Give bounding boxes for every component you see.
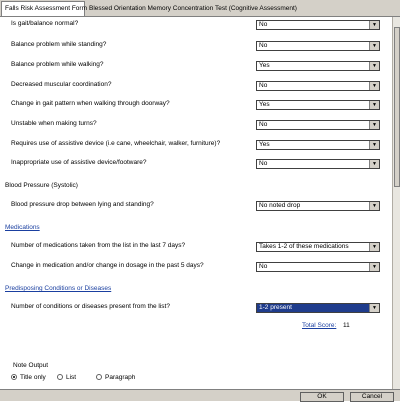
chevron-down-icon[interactable]: ▼ bbox=[369, 121, 379, 129]
chevron-down-icon[interactable]: ▼ bbox=[369, 202, 379, 210]
select-value: No noted drop bbox=[259, 202, 301, 209]
chevron-down-icon[interactable]: ▼ bbox=[369, 243, 379, 251]
total-score-value: 11 bbox=[343, 322, 350, 329]
chevron-down-icon[interactable]: ▼ bbox=[369, 141, 379, 149]
bp-drop-select[interactable] bbox=[256, 201, 380, 211]
vertical-scrollbar[interactable] bbox=[392, 17, 400, 389]
note-output-label: Note Output bbox=[13, 362, 49, 369]
tab-blessed-orientation-test[interactable]: Blessed Orientation Memory Concentration Test (Cognitive Assessment) bbox=[89, 5, 297, 12]
radio-label: Paragraph bbox=[105, 374, 136, 381]
chevron-down-icon[interactable]: ▼ bbox=[369, 263, 379, 271]
question-unstable-turns-label: Unstable when making turns? bbox=[11, 120, 97, 127]
gait-doorway-select[interactable] bbox=[256, 100, 380, 110]
radio-unselected-icon[interactable] bbox=[57, 374, 63, 380]
question-medication-count-label: Number of medications taken from the list in the last 7 days? bbox=[11, 242, 186, 249]
chevron-down-icon[interactable]: ▼ bbox=[369, 62, 379, 70]
chevron-down-icon[interactable]: ▼ bbox=[369, 42, 379, 50]
total-score-label[interactable]: Total Score: bbox=[302, 322, 337, 329]
chevron-down-icon[interactable]: ▼ bbox=[369, 101, 379, 109]
cancel-button[interactable]: Cancel bbox=[350, 392, 394, 402]
radio-list[interactable] bbox=[57, 374, 76, 381]
muscular-coordination-select[interactable] bbox=[256, 81, 380, 91]
radio-label: List bbox=[66, 374, 77, 381]
tab-bar bbox=[0, 0, 400, 17]
radio-title-only[interactable] bbox=[11, 374, 46, 381]
gait-balance-select[interactable] bbox=[256, 20, 380, 30]
scrollbar-thumb[interactable] bbox=[394, 27, 400, 187]
balance-walking-select[interactable] bbox=[256, 61, 380, 71]
inappropriate-device-select[interactable] bbox=[256, 159, 380, 169]
select-value: No bbox=[259, 82, 268, 89]
chevron-down-icon[interactable]: ▼ bbox=[369, 82, 379, 90]
radio-paragraph[interactable] bbox=[96, 374, 135, 381]
radio-label: Title only bbox=[20, 374, 46, 381]
question-balance-walking-label: Balance problem while walking? bbox=[11, 61, 104, 68]
section-medications-link[interactable]: Medications bbox=[5, 224, 40, 231]
unstable-turns-select[interactable] bbox=[256, 120, 380, 130]
chevron-down-icon[interactable]: ▼ bbox=[369, 160, 379, 168]
assistive-device-select[interactable] bbox=[256, 140, 380, 150]
medication-change-select[interactable] bbox=[256, 262, 380, 272]
select-value: Yes bbox=[259, 101, 270, 108]
radio-selected-icon[interactable] bbox=[11, 374, 17, 380]
select-value: No bbox=[259, 121, 268, 128]
question-gait-doorway-label: Change in gait pattern when walking through doorway? bbox=[11, 100, 170, 107]
radio-unselected-icon[interactable] bbox=[96, 374, 102, 380]
question-assistive-device-label: Requires use of assistive device (i.e cane, wheelchair, walker, furniture)? bbox=[11, 140, 221, 147]
question-gait-balance-label: Is gait/balance normal? bbox=[11, 20, 79, 27]
select-value: No bbox=[259, 42, 268, 49]
select-value: 1-2 present bbox=[259, 304, 292, 311]
question-medication-change-label: Change in medication and/or change in dosage in the past 5 days? bbox=[11, 262, 204, 269]
select-value: No bbox=[259, 21, 268, 28]
select-value: Yes bbox=[259, 141, 270, 148]
conditions-count-select[interactable] bbox=[256, 303, 380, 313]
question-conditions-count-label: Number of conditions or diseases present from the list? bbox=[11, 303, 170, 310]
question-muscular-coordination-label: Decreased muscular coordination? bbox=[11, 81, 112, 88]
section-predisposing-link[interactable]: Predisposing Conditions or Diseases bbox=[5, 285, 112, 292]
select-value: No bbox=[259, 160, 268, 167]
ok-button[interactable]: OK bbox=[300, 392, 344, 402]
select-value: Yes bbox=[259, 62, 270, 69]
chevron-down-icon[interactable]: ▼ bbox=[369, 304, 379, 312]
select-value: No bbox=[259, 263, 268, 270]
chevron-down-icon[interactable]: ▼ bbox=[369, 21, 379, 29]
medication-count-select[interactable] bbox=[256, 242, 380, 252]
balance-standing-select[interactable] bbox=[256, 41, 380, 51]
tab-falls-risk-assessment[interactable]: Falls Risk Assessment Form bbox=[1, 1, 85, 16]
select-value: Takes 1-2 of these medications bbox=[259, 243, 349, 250]
section-blood-pressure: Blood Pressure (Systolic) bbox=[5, 182, 78, 189]
question-bp-drop-label: Blood pressure drop between lying and standing? bbox=[11, 201, 154, 208]
question-balance-standing-label: Balance problem while standing? bbox=[11, 41, 107, 48]
question-inappropriate-device-label: Inappropriate use of assistive device/footware? bbox=[11, 159, 147, 166]
